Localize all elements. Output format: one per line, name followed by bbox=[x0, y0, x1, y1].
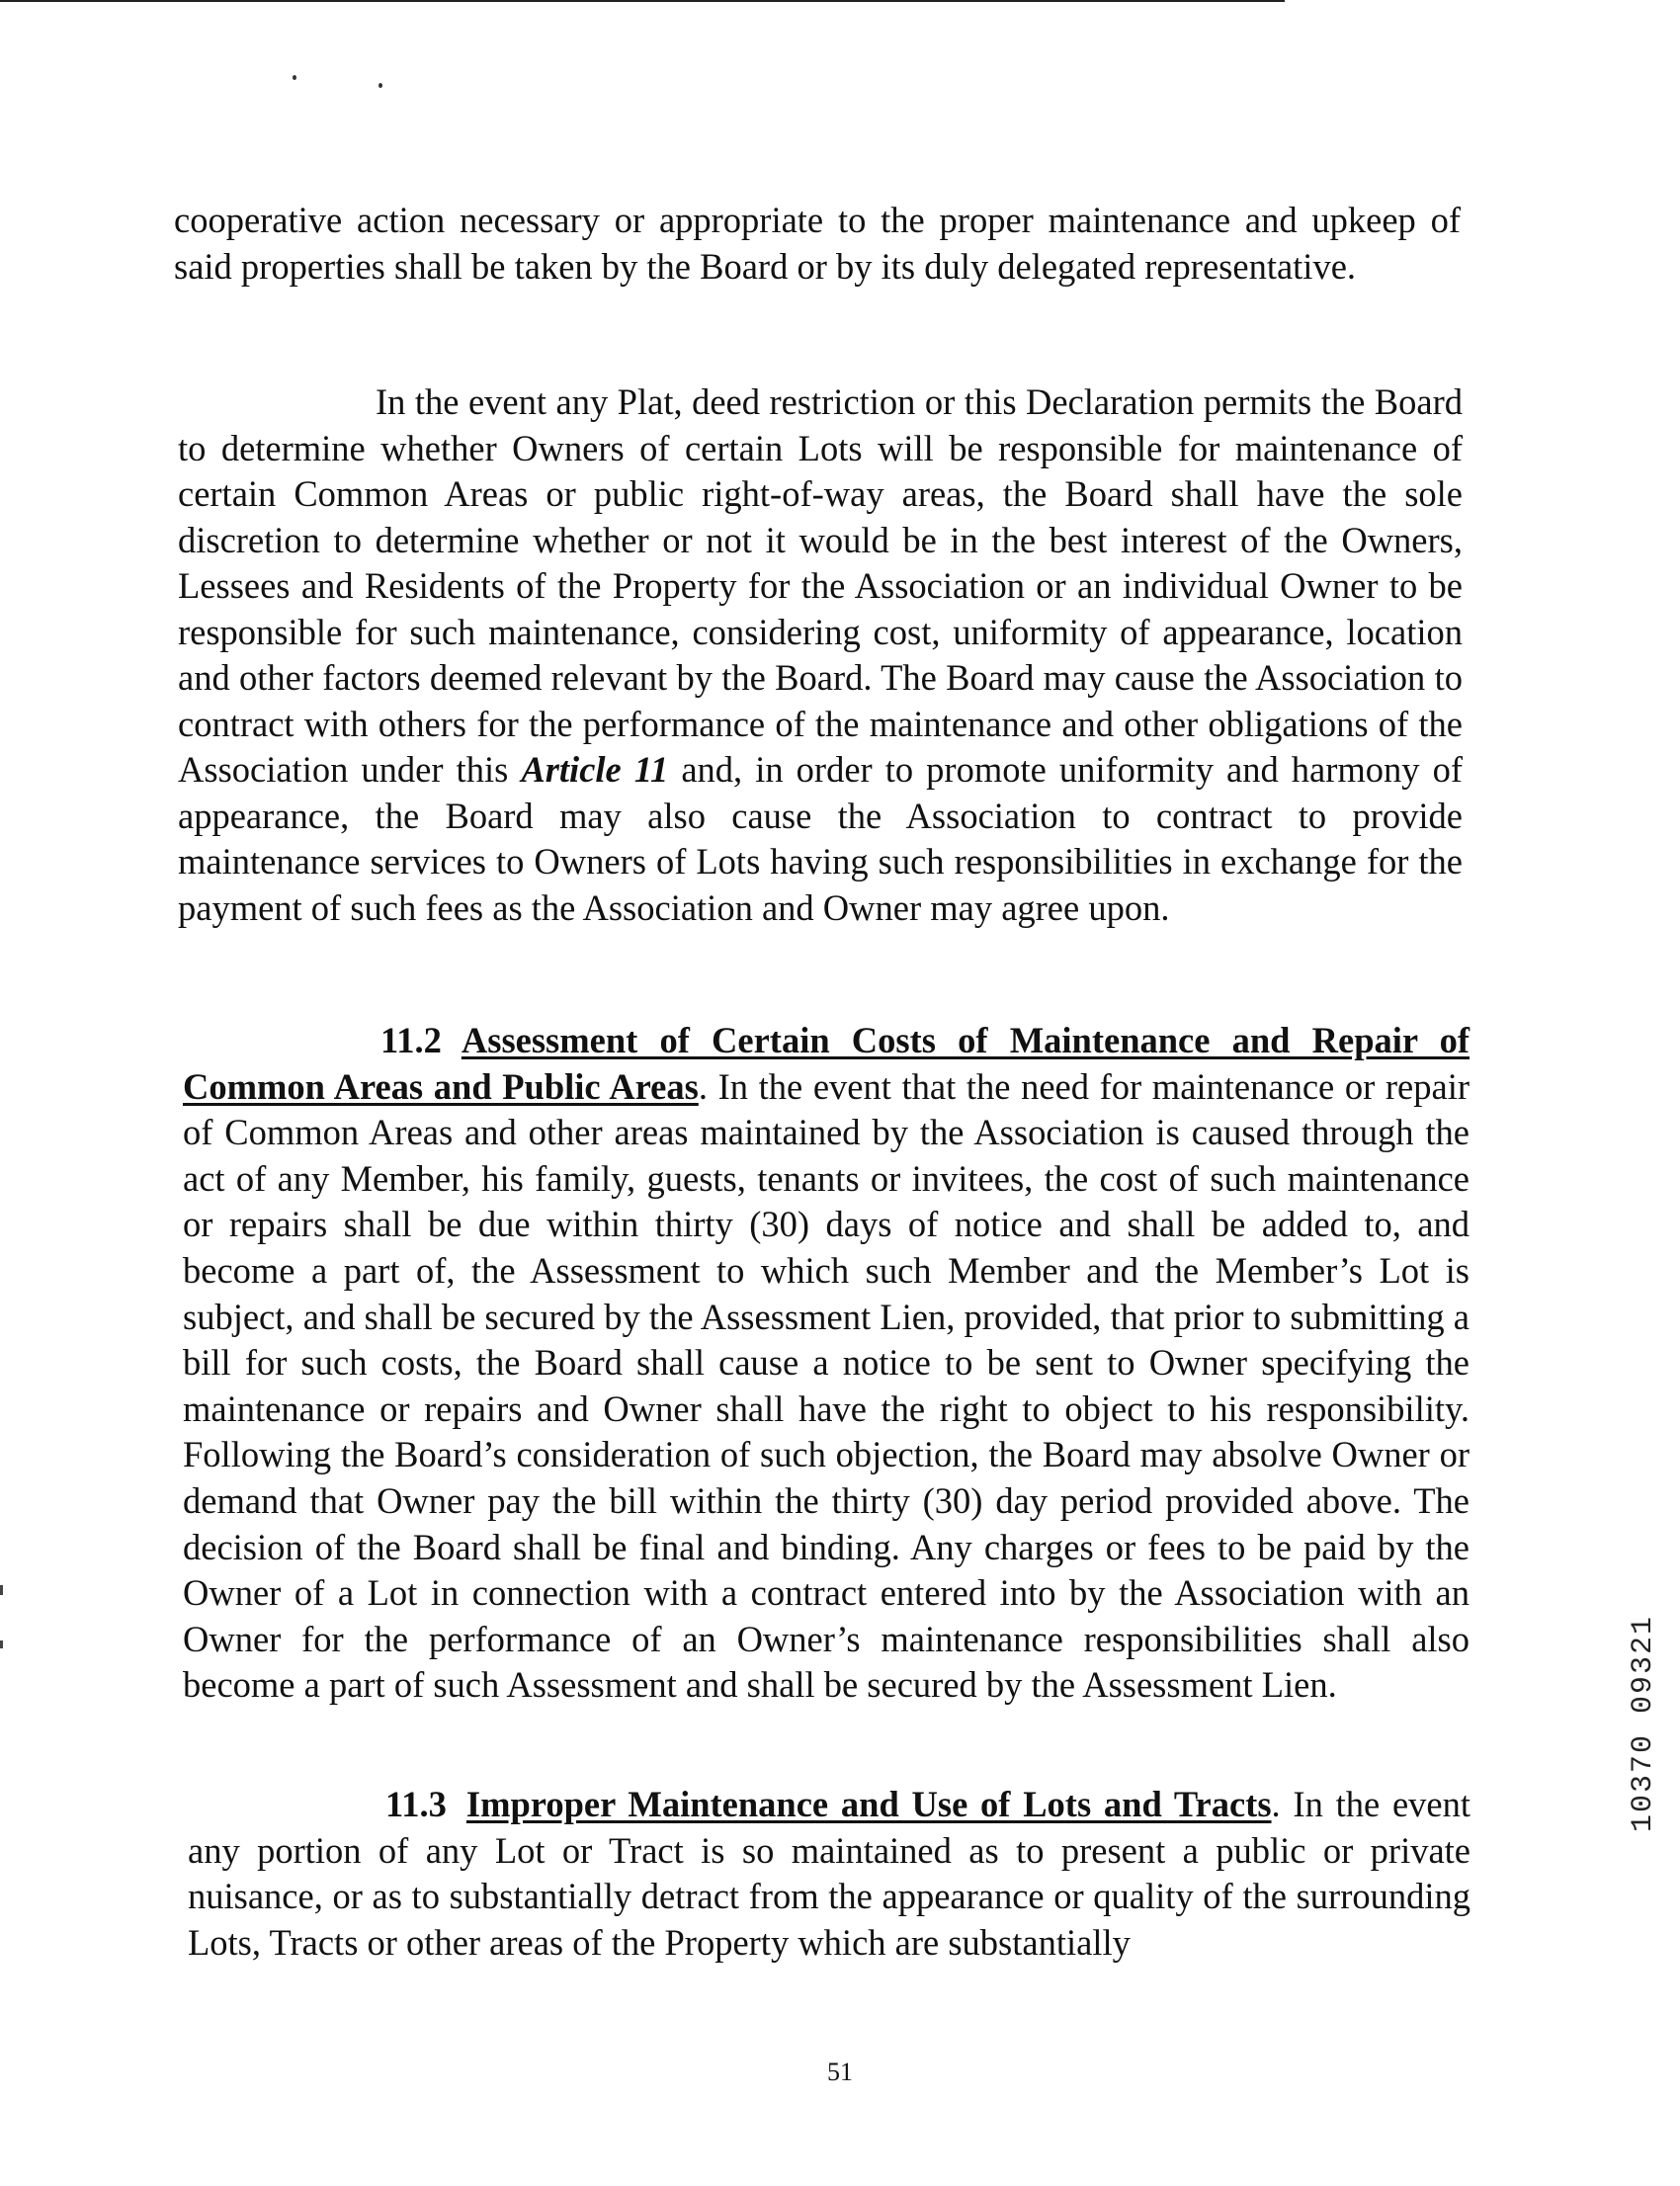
section-11-2 bbox=[183, 1018, 1470, 1709]
section-11-3 bbox=[188, 1782, 1470, 1966]
section-body: . In the event that the need for maintenance or repair of Common Areas and other areas maintained by the Association is caused through the act of any Member, his family, guests, tenants or invitees, the cost of such maintenance or repairs shall be due within thirty (30) days of notice and shall be added to, and become a part of, the Assessment to which such Member and the Member’s Lot is subject, and shall be secured by the Assessment Lien, provided, that prior to submitting a bill for such costs, the Board shall cause a notice to be sent to Owner specifying the maintenance or repairs and Owner shall have the right to object to his responsibility. Following the Board’s consideration of such objection, the Board may absolve Owner or demand that Owner pay the bill within the thirty (30) day period provided above. The decision of the Board shall be final and binding. Any charges or fees to be paid by the Owner of a Lot in connection with a contract entered into by the Association with an Owner for the performance of an Owner’s maintenance responsibilities shall also become a part of such Assessment and shall be secured by the Assessment Lien. bbox=[183, 1065, 1470, 1706]
scan-speck bbox=[378, 83, 382, 88]
section-number: 11.2 bbox=[380, 1020, 442, 1060]
article-reference: Article 11 bbox=[521, 749, 669, 790]
paragraph-board-text-end: and, in order to promote uniformity and harmony of appearance, the Board may also cause the Association to contract to provide maintenance services to Owners of Lots having such responsibilities in exchange for the payment of such fees as the Association and Owner may agree upon. bbox=[178, 749, 1464, 928]
section-number: 11.3 bbox=[385, 1784, 447, 1824]
section-title: Assessment of Certain Costs of Maintenance and Repair of Common Areas and Public Areas bbox=[183, 1020, 1470, 1107]
section-body: . In the event any portion of any Lot or Tract is so maintained as to present a public or private nuisance, or as to substantially detract from the appearance or quality of the surrounding Lots, Tracts or other areas of the Property which are substantially bbox=[188, 1784, 1470, 1963]
paragraph-board-text: In the event any Plat, deed restriction or this Declaration permits the Board to determine whether Owners of certain Lots will be responsible for maintenance of certain Common Areas or public right-of-way areas, the Board shall have the sole discretion to determine whether or not it would be in the best interest of the Owners, Lessees and Residents of the Property for the Association or an individual Owner to be responsible for such maintenance, considering cost, uniformity of appearance, location and other factors deemed relevant by the Board. The Board may cause the Association to contract with others for the performance of the maintenance and other obligations of the Association under this bbox=[178, 381, 1463, 790]
section-title: Improper Maintenance and Use of Lots and Tracts bbox=[465, 1784, 1272, 1824]
recording-stamp-text: 10370 09321 bbox=[1627, 1614, 1660, 1833]
scan-left-tick bbox=[0, 1585, 3, 1595]
scan-speck bbox=[293, 75, 296, 80]
paragraph-continuation: cooperative action necessary or appropriate to the proper maintenance and upkeep of said properties shall be taken by the Board or by its duly delegated representative. bbox=[174, 200, 1461, 287]
page-number: 51 bbox=[827, 2058, 853, 2086]
scan-left-tick bbox=[0, 1640, 3, 1648]
recording-stamp bbox=[1629, 1595, 1658, 1852]
scan-top-edge bbox=[0, 0, 1285, 2]
paragraph-board-discretion bbox=[178, 379, 1463, 931]
